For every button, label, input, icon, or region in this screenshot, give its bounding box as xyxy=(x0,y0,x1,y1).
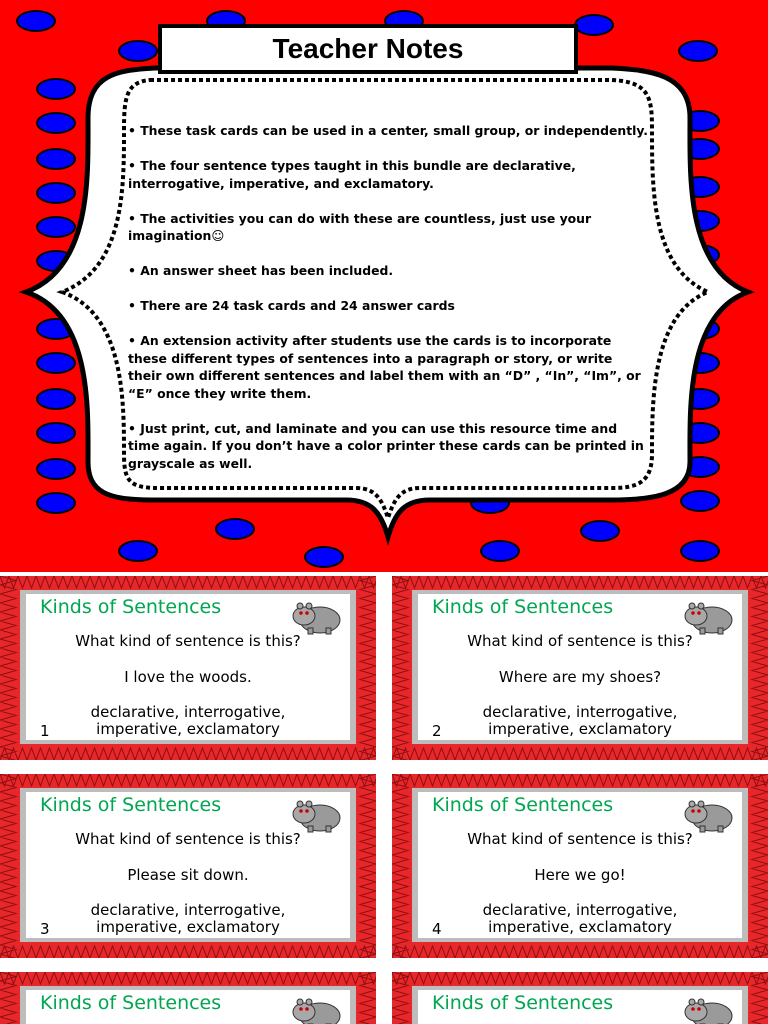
notes-title: Teacher Notes xyxy=(272,33,464,64)
card-face xyxy=(26,594,350,740)
card-choices xyxy=(418,704,742,738)
card-choices-line: imperative, exclamatory xyxy=(96,720,280,738)
card-face xyxy=(418,990,742,1024)
card-question: What kind of sentence is this? xyxy=(467,830,693,848)
task-card xyxy=(0,972,376,1024)
card-face xyxy=(418,792,742,938)
task-card xyxy=(392,972,768,1024)
card-title: Kinds of Sentences xyxy=(432,794,614,816)
card-sentence: Where are my shoes? xyxy=(498,668,662,686)
card-number: 3 xyxy=(40,920,50,938)
card-number: 4 xyxy=(432,920,442,938)
card-choices-line: declarative, interrogative, xyxy=(482,901,678,919)
note-item: • The activities you can do with these are countless, just use your imagination☺ xyxy=(128,210,592,243)
card-number: 1 xyxy=(40,722,50,740)
card-question: What kind of sentence is this? xyxy=(75,632,301,650)
card-title: Kinds of Sentences xyxy=(432,596,614,618)
task-card xyxy=(0,774,376,958)
card-border xyxy=(20,788,356,942)
card-choices-line: imperative, exclamatory xyxy=(488,720,672,738)
task-cards-grid xyxy=(0,572,768,1024)
card-choices-line: declarative, interrogative, xyxy=(90,901,286,919)
task-card xyxy=(392,774,768,958)
note-item: • Just print, cut, and laminate and you can use this resource time and time again. If you don’t have a color printer these cards can be printed in grayscale as well. xyxy=(128,420,644,471)
card-choices xyxy=(26,704,350,738)
card-number: 2 xyxy=(432,722,442,740)
card-choices xyxy=(418,902,742,936)
card-sentence: I love the woods. xyxy=(124,668,252,686)
card-choices-line: declarative, interrogative, xyxy=(90,703,286,721)
card-title: Kinds of Sentences xyxy=(40,794,222,816)
note-item: • An answer sheet has been included. xyxy=(128,263,394,278)
hippo-icon xyxy=(290,994,342,1024)
card-title: Kinds of Sentences xyxy=(432,992,614,1014)
card-question: What kind of sentence is this? xyxy=(75,830,301,848)
card-choices-line: imperative, exclamatory xyxy=(488,918,672,936)
note-item: • These task cards can be used in a center, small group, or independently. xyxy=(128,123,649,138)
card-face xyxy=(26,990,350,1024)
card-border xyxy=(412,590,748,744)
notes-list xyxy=(128,122,650,490)
note-item: • An extension activity after students use the cards is to incorporate these different types of sentences into a paragraph or story, or write their own different sentences and label them with an “D” , “In”, “Im”, or “E” once they write them. xyxy=(128,333,641,401)
card-title: Kinds of Sentences xyxy=(40,992,222,1014)
card-face xyxy=(418,594,742,740)
card-border xyxy=(412,788,748,942)
note-item: • The four sentence types taught in this bundle are declarative, interrogative, imperative, and exclamatory. xyxy=(128,158,576,191)
card-border xyxy=(20,590,356,744)
card-question: What kind of sentence is this? xyxy=(467,632,693,650)
task-card xyxy=(392,576,768,760)
hippo-icon xyxy=(682,994,734,1024)
card-sentence: Here we go! xyxy=(534,866,626,884)
card-face xyxy=(26,792,350,938)
card-sentence: Please sit down. xyxy=(127,866,249,884)
card-title: Kinds of Sentences xyxy=(40,596,222,618)
note-item: • There are 24 task cards and 24 answer cards xyxy=(128,298,455,313)
card-choices xyxy=(26,902,350,936)
card-border xyxy=(20,986,356,1024)
card-choices-line: declarative, interrogative, xyxy=(482,703,678,721)
card-choices-line: imperative, exclamatory xyxy=(96,918,280,936)
task-card xyxy=(0,576,376,760)
card-border xyxy=(412,986,748,1024)
notes-title-box xyxy=(158,24,578,74)
